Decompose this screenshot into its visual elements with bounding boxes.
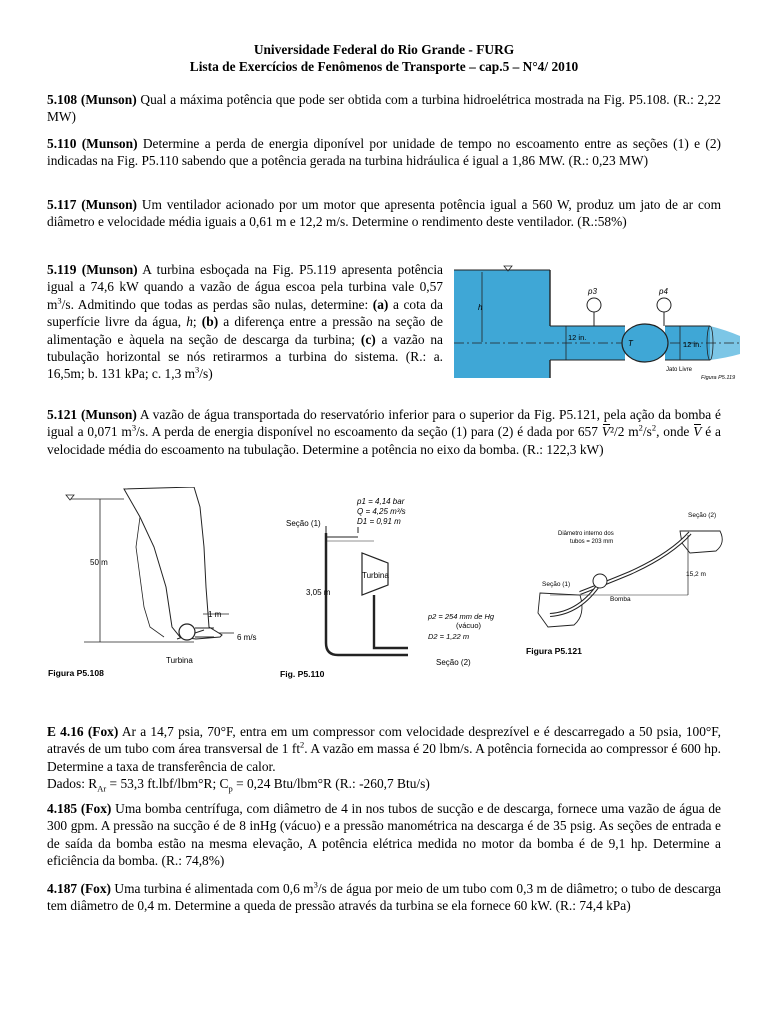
figure-p5110 xyxy=(278,493,514,683)
label-diameter: Diâmetro interno dos xyxy=(558,531,614,537)
figure-p5119 xyxy=(454,258,740,382)
figure-caption: Fig. P5.110 xyxy=(280,669,325,679)
label-flowrate: Q = 4,25 m³/s xyxy=(357,507,406,516)
exercise-number: 5.110 (Munson) xyxy=(47,136,138,151)
superscript: 3 xyxy=(57,295,62,306)
exercise-5119 xyxy=(47,261,443,383)
label-height: 3,05 m xyxy=(306,588,331,597)
exercise-text: /s) xyxy=(199,366,213,382)
document-header xyxy=(47,41,721,75)
exercise-text: Um ventilador acionado por um motor que apresenta potência igual a 560 W, produz um jato de ar com diâmetro e velocidade média iguais a 0,61 m e 12,2 m/s. Determine o rendimento deste ventilador. (R.:58%) xyxy=(47,197,722,230)
exercise-text: A vazão de água transportada do reservatório inferior para o superior da Fig. P5.121, pela ação da bomba é igual a 0,071 m xyxy=(47,407,721,440)
exercise-text: A turbina esboçada na Fig. P5.119 apresenta potência igual a 74,6 kW quando a vazão de água escoa pela turbina vale 0,57 m xyxy=(47,262,443,312)
exercise-text: /s de água por meio de um tubo com 0,3 m de diâmetro; o tubo de descarga tem diâmetro de 0,4 m. Determine a queda de pressão através da turbina se ela fornece 60 kW. (R.: 74,4 kPa) xyxy=(47,881,721,914)
variable-h: h xyxy=(186,314,193,330)
exercise-text: . A vazão em massa é 20 lbm/s. A potência fornecida ao compressor é 600 hp. Determine a taxa de transferência de calor. xyxy=(47,741,721,774)
exercise-number: 4.185 (Fox) xyxy=(47,801,112,816)
exercise-text: , onde xyxy=(656,424,694,440)
label-vacuum: (vácuo) xyxy=(456,621,482,630)
exercise-text: a vazão na tubulação horizontal se nós retirarmos a turbina do sistema. (R.: a. 16,5m; b. 131 kPa; c. 1,3 m xyxy=(47,331,443,382)
exercise-number: 4.187 (Fox) xyxy=(47,881,112,896)
figure-caption: Figura P5.121 xyxy=(526,646,582,656)
exercise-text: /s xyxy=(642,424,652,440)
label-section-2: Seção (2) xyxy=(688,512,717,519)
exercise-text: é a velocidade média do escoamento na tubulação. Determine a potência no eixo da bomba. (R.: 122,3 kW) xyxy=(47,424,721,457)
exercise-text: a cota da superfície livre da água, xyxy=(47,296,443,330)
superscript: 2 xyxy=(651,422,657,433)
list-title: Lista de Exercícios de Fenômenos de Transporte – cap.5 – N°4/ 2010 xyxy=(189,59,579,74)
label-p4: p4 xyxy=(659,287,668,296)
item-label-c: (c) xyxy=(360,331,376,347)
exercise-5121 xyxy=(47,406,721,458)
exercise-text: Uma bomba centrífuga, com diâmetro de 4 in nos tubos de sucção e de descarga, fornece uma vazão de água de 300 gpm. A pressão na sucção é de 8 inHg (vácuo) e a pressão manométrica na descarga é de 35 psig. As seções de entrada e de saída da bomba estão na mesma elevação, A potência elétrica medida no motor da bomba é de 9,1 hp. Determine a eficiência da bomba. (R.: 74,8%) xyxy=(47,801,722,869)
figure-p5121 xyxy=(520,503,730,663)
exercise-5117 xyxy=(47,196,721,231)
figure-caption: Figura P5.119 xyxy=(701,375,736,381)
subscript: p xyxy=(228,783,233,794)
superscript: 2 xyxy=(300,739,305,750)
label-diameter: 1 m xyxy=(208,610,222,619)
velocity-symbol: V xyxy=(601,424,610,440)
exercise-text: /s. A perda de energia disponível no escoamento da seção (1) para (2) é dada por 657 xyxy=(136,424,602,440)
label-p2: p2 = 254 mm de Hg xyxy=(428,612,495,621)
label-section-1: Seção (1) xyxy=(286,519,321,528)
exercise-4185 xyxy=(47,800,721,870)
label-height: 15,2 m xyxy=(686,571,706,578)
data-text: = 53,3 ft.lbf/lbm°R; C xyxy=(106,776,229,792)
subscript: Ar xyxy=(97,783,107,794)
label-p3: p3 xyxy=(588,287,597,296)
exercise-text: Qual a máxima potência que pode ser obtida com a turbina hidroelétrica mostrada na Fig. P5.108. (R.: 2,22 MW) xyxy=(47,92,721,125)
exercise-text: Determine a perda de energia diponível por unidade de tempo no escoamento entre as seções (1) e (2) indicadas na Fig. P5.110 sabendo que a potência gerada na turbina hidráulica é igual a 1,86 MW. (R.: 0,23 MW) xyxy=(47,136,721,169)
data-text: = 0,24 Btu/lbm°R (R.: -260,7 Btu/s) xyxy=(232,776,430,792)
label-inlet-diameter: 12 in. xyxy=(568,333,587,342)
label-d2: D2 = 1,22 m xyxy=(428,632,470,641)
label-p1: p1 = 4,14 bar xyxy=(357,497,405,506)
exercise-text: Uma turbina é alimentada com 0,6 m xyxy=(111,881,314,896)
exercise-number: 5.108 (Munson) xyxy=(47,92,137,107)
label-outlet-diameter: 12 in. xyxy=(683,340,702,349)
superscript: 2 xyxy=(638,422,643,433)
exercise-text: /s. Admitindo que todas as perdas são nulas, determine: xyxy=(61,296,373,312)
exercise-number: 5.119 (Munson) xyxy=(47,262,138,277)
exercise-number: E 4.16 (Fox) xyxy=(47,724,119,739)
university-title: Universidade Federal do Rio Grande - FURG xyxy=(253,42,515,57)
label-diameter-value: tubos = 203 mm xyxy=(570,539,614,545)
label-turbine: Turbina xyxy=(362,571,389,580)
exercise-text: a diferença entre a pressão na seção de alimentação e àquela na seção de descarga da turbina; xyxy=(47,314,443,347)
label-section-2: Seção (2) xyxy=(436,658,471,667)
label-free-jet: Jato Livre xyxy=(666,367,693,373)
exercise-5110 xyxy=(47,135,721,170)
exercise-text: ²/2 m xyxy=(609,424,639,440)
label-d1: D1 = 0,91 m xyxy=(357,517,401,526)
velocity-symbol: V xyxy=(693,424,702,440)
exercise-e416 xyxy=(47,723,721,793)
exercise-text: Ar a 14,7 psia, 70°F, entra em um compressor com velocidade desprezível e é descarregado a 50 psia, 100°F, através de um tubo com área transversal de 1 ft xyxy=(47,724,721,757)
data-text: Dados: R xyxy=(47,776,98,792)
label-h: h xyxy=(478,303,483,312)
label-section-1: Seção (1) xyxy=(542,581,571,588)
label-pump: Bomba xyxy=(610,596,631,603)
exercise-text: ; xyxy=(192,314,202,330)
label-velocity: 6 m/s xyxy=(237,633,257,642)
exercise-5108 xyxy=(47,91,721,126)
exercise-number: 5.117 (Munson) xyxy=(47,197,138,212)
superscript: 3 xyxy=(131,422,137,433)
superscript: 3 xyxy=(195,364,200,375)
item-label-a: (a) xyxy=(372,296,389,312)
exercise-4187 xyxy=(47,880,721,915)
label-turbine: Turbina xyxy=(166,656,193,665)
exercise-number: 5.121 (Munson) xyxy=(47,407,137,422)
figure-caption: Figura P5.108 xyxy=(48,668,104,678)
label-height: 50 m xyxy=(90,558,108,567)
figure-p5108 xyxy=(44,487,274,682)
item-label-b: (b) xyxy=(201,314,219,330)
superscript: 3 xyxy=(313,879,318,890)
label-turbine: T xyxy=(628,339,633,348)
